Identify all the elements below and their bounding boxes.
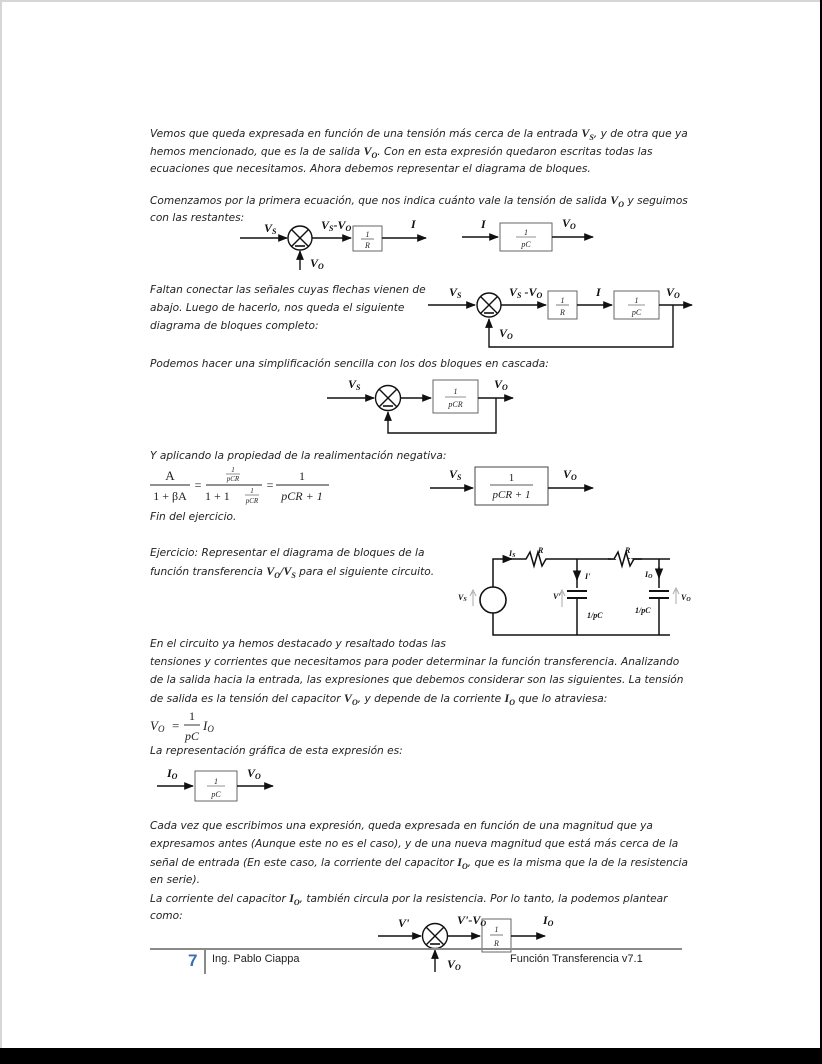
- error-label: V'-VO: [457, 913, 487, 928]
- block-numerator: 1: [214, 777, 218, 786]
- c2-label: 1/pC: [635, 606, 651, 615]
- feedback-equation: [150, 466, 329, 505]
- footer-divider: [150, 948, 682, 950]
- feedback-label: VO: [447, 957, 461, 972]
- block-denominator: R: [560, 308, 565, 317]
- input-label: VS: [264, 221, 277, 236]
- summing-junction-icon: [376, 386, 401, 411]
- paragraph-line: Podemos hacer una simplificación sencilla con los dos bloques en cascada:: [150, 358, 549, 370]
- paragraph-line: señal de entrada (En este caso, la corriente del capacitor $I_O$, que es la misma que la de la resistencia: [150, 855, 688, 872]
- paragraph-line: diagrama de bloques completo:: [150, 320, 319, 332]
- eq-lhs: VO: [150, 718, 165, 734]
- input-label: IO: [167, 766, 178, 781]
- svg-text:pCR: pCR: [245, 497, 259, 505]
- block-denominator: R: [365, 241, 370, 250]
- paragraph-line: expresamos antes (Aunque este no es el caso), y de una nueva magnitud que está más cerca de la: [150, 838, 679, 850]
- diagram-4: [327, 377, 513, 433]
- eq-sign: =: [266, 478, 274, 492]
- paragraph-line: con las restantes:: [150, 212, 245, 224]
- diagram-1: [240, 217, 426, 271]
- block-denominator: pC: [521, 240, 531, 249]
- paragraph-line: de salida es la tensión del capacitor $V_O$, y depende de la corriente $I_O$ que lo atraviesa:: [150, 691, 608, 708]
- block-denominator: R: [494, 939, 499, 948]
- input-label: VS: [348, 377, 361, 392]
- diagram-5: [430, 467, 593, 505]
- svg-text:1: 1: [299, 469, 305, 483]
- voltage-source-icon: [480, 587, 506, 613]
- diagram-2: [462, 216, 593, 251]
- eq-lhs-denominator: 1 + βA: [153, 489, 187, 503]
- paragraph-line: tensiones y corrientes que necesitamos para poder determinar la función transferencia. Analizando: [150, 656, 680, 668]
- paragraph-line: Ejercicio: Representar el diagrama de bloques de la: [150, 547, 425, 559]
- resistor-1: [512, 552, 670, 566]
- paragraph-line: En el circuito ya hemos destacado y resaltado todas las: [150, 638, 446, 650]
- paragraph-line: La corriente del capacitor $I_O$, también circula por la resistencia. Por lo tanto, la podemos plantear: [150, 891, 668, 908]
- output-label: VO: [563, 467, 577, 482]
- diagram-6: [157, 766, 273, 801]
- vo-label: VO: [681, 593, 691, 603]
- footer-separator: [204, 950, 206, 974]
- svg-text:1: 1: [231, 466, 235, 474]
- is-label: IS: [509, 549, 516, 559]
- error-label: VS -VO: [509, 285, 543, 300]
- summing-junction-icon: [423, 924, 448, 949]
- eq-sign: =: [172, 718, 180, 733]
- eq-sign: =: [194, 478, 202, 492]
- block-numerator: 1: [453, 387, 458, 396]
- svg-text:pCR: pCR: [226, 475, 240, 483]
- input-label: VS: [449, 467, 462, 482]
- paragraph-line: hemos mencionado, que es la de salida $V_O$. Con en esta expresión quedaron escritas todas las: [150, 144, 653, 161]
- output-label: VO: [494, 377, 508, 392]
- footer-title: Función Transferencia v7.1: [510, 953, 643, 965]
- svg-text:pCR + 1: pCR + 1: [281, 489, 323, 503]
- r2-label: R: [625, 546, 631, 555]
- r1-label: R: [538, 546, 544, 555]
- svg-text:pC: pC: [184, 729, 200, 743]
- output-label: I: [411, 217, 416, 231]
- vs-label: VS: [458, 593, 467, 603]
- block-numerator: 1: [494, 925, 499, 934]
- feedback-label: VO: [499, 326, 513, 341]
- block-denominator: pCR + 1: [492, 489, 531, 501]
- paragraph-line: Vemos que queda expresada en función de una tensión más cerca de la entrada $V_S$, y de otra que ya: [150, 126, 688, 143]
- error-label: VS-VO: [321, 218, 352, 233]
- svg-text:1: 1: [189, 709, 195, 723]
- feedback-label: VO: [310, 256, 324, 271]
- output-label: VO: [247, 766, 261, 781]
- paragraph-line: Cada vez que escribimos una expresión, queda expresada en función de una magnitud que ya: [150, 820, 653, 832]
- paragraph-line: de la salida hacia la entrada, las expresiones que debemos considerar son las siguientes. La tensión: [150, 674, 684, 686]
- paragraph-line: función transferencia $V_O/V_S$ para el siguiente circuito.: [150, 564, 435, 581]
- paragraph-line: ecuaciones que necesitamos. Ahora debemos representar el diagrama de bloques.: [150, 163, 591, 175]
- footer-author: Ing. Pablo Ciappa: [212, 953, 300, 965]
- output-label: IO: [543, 913, 554, 928]
- block-denominator: pC: [631, 308, 642, 317]
- input-label: VS: [449, 285, 462, 300]
- block-numerator: 1: [524, 228, 528, 237]
- paragraph-line: Faltan conectar las señales cuyas flechas vienen de: [150, 284, 426, 296]
- paragraph-line: en serie).: [150, 874, 200, 886]
- block-denominator: pC: [211, 790, 221, 799]
- v-prime-label: V': [553, 592, 561, 601]
- block-numerator: 1: [634, 296, 639, 305]
- paragraph-line: La representación gráfica de esta expresión es:: [150, 745, 403, 757]
- paragraph-line: Y aplicando la propiedad de la realimentación negativa:: [150, 450, 447, 462]
- block-numerator: 1: [560, 296, 565, 305]
- paragraph-line: como:: [150, 910, 183, 922]
- paragraph-line: abajo. Luego de hacerlo, nos queda el siguiente: [150, 302, 405, 314]
- block-numerator: 1: [508, 472, 515, 484]
- vo-equation: [150, 709, 214, 743]
- block-numerator: 1: [365, 230, 370, 239]
- output-label: VO: [562, 216, 576, 231]
- svg-text:1: 1: [250, 487, 254, 495]
- paragraph-line: Fin del ejercicio.: [150, 511, 237, 523]
- c1-label: 1/pC: [587, 611, 603, 620]
- block-denominator: pCR: [448, 400, 463, 409]
- paragraph-line: Comenzamos por la primera ecuación, que nos indica cuánto vale la tensión de salida $V_O$ y seguimos: [150, 193, 688, 210]
- page-number: 7: [188, 951, 198, 970]
- summing-junction-icon: [477, 293, 501, 317]
- input-label: V': [398, 916, 410, 930]
- svg-text:1 + 1: 1 + 1: [205, 489, 230, 503]
- diagram-3: [428, 285, 692, 347]
- summing-junction-icon: [288, 226, 312, 250]
- mid-label: I: [596, 285, 601, 299]
- eq-rhs: IO: [203, 718, 214, 734]
- io-label: IO: [645, 570, 653, 580]
- input-label: I: [481, 217, 486, 231]
- eq-lhs-numerator: A: [165, 468, 175, 483]
- output-label: VO: [666, 285, 680, 300]
- rc-circuit-schematic: [458, 546, 691, 635]
- i-prime-label: I': [585, 572, 591, 581]
